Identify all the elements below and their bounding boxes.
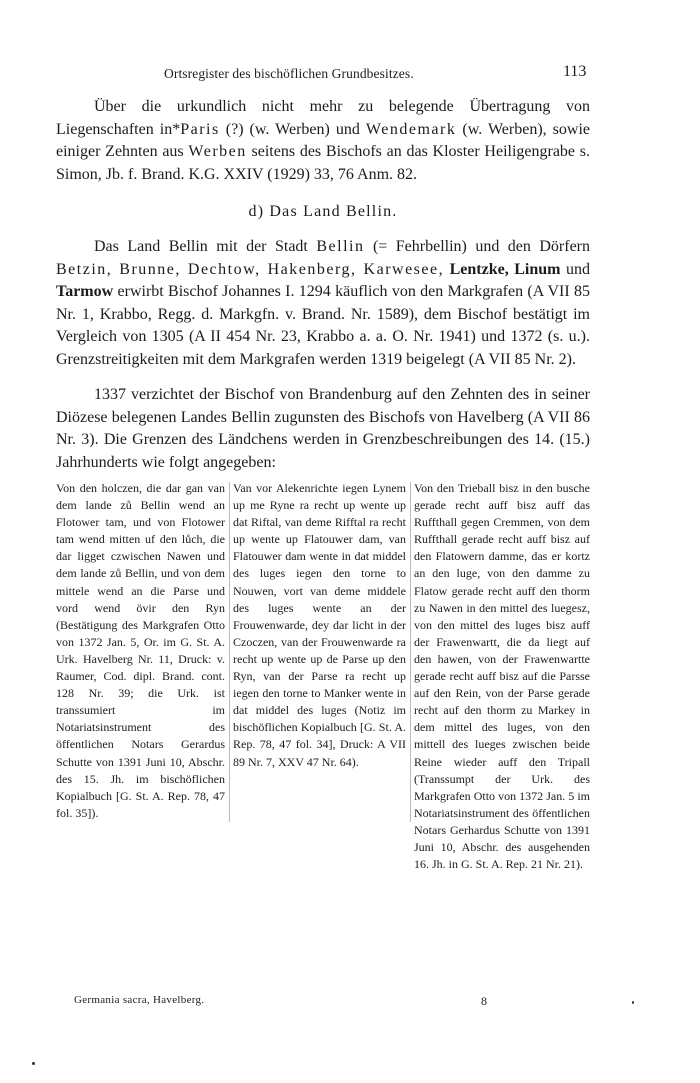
text-run: erwirbt Bischof Johannes I. 1294 käuflich von den Markgrafen (A VII 85 Nr. 1, Krabbo, Regg. d. Markgfn. v. Brand. Nr. 1589), dem Bischof bestätigt im Vergleich von 1305 (A II 454 Nr. 23, Krabbo a. a. O. Nr. 1941) und 1372 (s. u.). Grenzstreitigkeiten mit dem Markgrafen werden 1319 beigelegt (A VII 85 Nr. 2). [56,283,590,368]
boundary-text-column-2: Van vor Alekenrichte iegen Lynem up me Ryne ra recht up wente up dat Riftal, van deme Rifftal ra recht up wente up Flatouwer dam, van Flatouwer dam wente in dat middel des luges iegen den torne to Nouwen, vort van deme middele des luges wente an der Frouwenwarde, dey dar licht in der Czoczen, van der Frouwenwarde ra recht up wente up de Parse up den Ryn, van der Parse ra recht up iegen den torne to Manker wente in dat middel des luges (Notiz im bischöflichen Kopialbuch [G. St. A. Rep. 78, 47 fol. 34], Druck: A VII 89 Nr. 7, XXV 47 Nr. 64). [233,481,406,769]
place-name-werben: Werben [188,143,247,161]
column-divider [410,482,411,822]
place-name-bellin: Bellin [316,238,365,255]
place-names-villages: Betzin, Brunne, Dechtow, Hakenberg, Karwesee, [56,260,445,278]
sheet-number: 8 [481,994,487,1008]
text-run: (w. Werben), sowie einiger Zehnten aus [56,120,591,161]
boundary-text-column-1: Von den holczen, die dar gan van dem lande zů Bellin wend an Flotower tam, und von Flotower tam wend mitten uf den lůch, die dar ligget czwischen Nawen und dem lande zů Bellin, und von dem mittele wend an die Parse und vord wend övir den Ryn (Bestätigung des Markgrafen Otto von 1372 Jan. 5, Or. im G. St. A. Urk. Havelberg Nr. 11, Druck: v. Raumer, Cod. dipl. Brand. cont. 128 Nr. 39; die Urk. ist transsumiert im Notariatsinstrument des öffentlichen Notars Gerardus Schutte von 1391 Juni 10, Abschr. des 15. Jh. im bischöflichen Kopialbuch [G. St. A. Rep. 78, 47 fol. 35]). [56,481,225,820]
place-name-tarmow: Tarmow [56,283,114,301]
page-number: 113 [563,63,587,80]
place-names-bold: Lentzke, Linum [449,260,561,278]
place-name-wendemark: Wendemark [365,120,457,138]
text-run: (= Fehrbellin) und den Dörfern [364,238,591,255]
section-heading: d) Das Land Bellin. [248,203,398,220]
running-head: Ortsregister des bischöflichen Grundbesitzes. [164,66,414,81]
printer-signature: Germania sacra, Havelberg. [74,994,205,1006]
column-divider [229,482,230,822]
paragraph-liegenschaften [56,96,590,186]
scan-speck [632,1001,634,1004]
place-name-paris: Paris [180,120,220,138]
text-run: und [560,260,590,278]
text-run: Das Land Bellin mit der Stadt [94,238,317,255]
text-run: (?) (w. Werben) und [219,120,366,138]
scan-speck [32,1062,35,1065]
paragraph-land-bellin [56,236,590,372]
paragraph-zehnten: 1337 verzichtet der Bischof von Brandenburg auf den Zehnten des in seiner Diözese belegenen Landes Bellin zugunsten des Bischofs von Havelberg (A VII 86 Nr. 3). Die Grenzen des Ländchens werden in Grenzbeschreibungen des 14. (15.) Jahrhunderts wie folgt angegeben: [56,386,590,471]
text-run: Über die urkundlich nicht mehr zu belegende Übertragung von Liegenschaften in* [56,98,590,138]
boundary-text-column-3: Von den Trieball bisz in den busche gerade recht auff bisz auff das Ruffthall gegen Cremmen, von dem Ruffthall gerade recht auff bisz auf den Flatowern damme, das er kortz an den luge, von den damme zu Flatow gerade recht auff den thorm zu Nawen in den mittel des luegesz, von den mittel des luges bisz auff der Frawenwartt, die da liegt auf den hawen, von der Frawenwartte gerade recht auff bisz auf die Parsse auf den Rein, von der Parse gerade recht auf den thorm zu Markey in dem mittel des luges, von den mittell des lueges zwischen beide Reine wieder auff den Tripall (Transsumpt der Urk. des Markgrafen Otto von 1372 Jan. 5 im Notariatsinstrument des öffentlichen Notars Gerhardus Schutte von 1391 Juni 10, Abschr. des ausgehenden 16. Jh. in G. St. A. Rep. 21 Nr. 21). [414,481,590,872]
text-run: seitens des Bischofs an das Kloster Heiligengrabe s. Simon, Jb. f. Brand. K.G. XXIV (1929) 33, 76 Anm. 82. [56,143,591,183]
